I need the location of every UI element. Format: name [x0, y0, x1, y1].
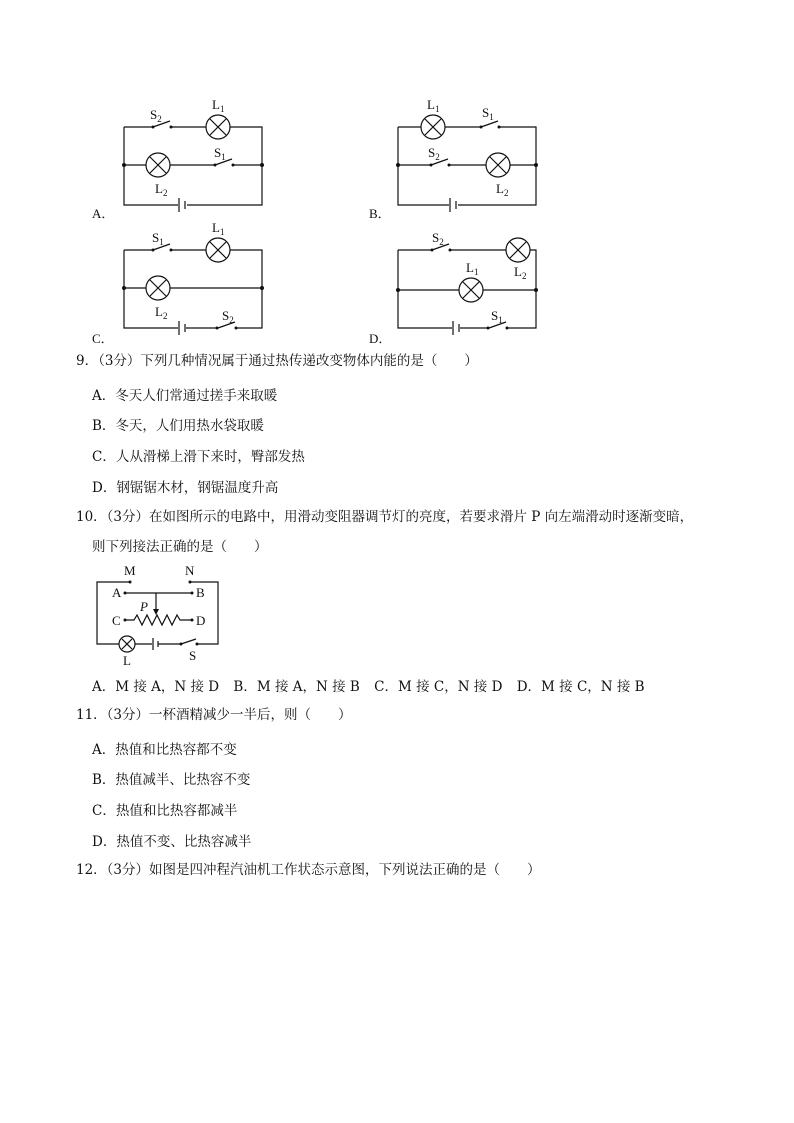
question-11-option-d: D．热值不变、比热容减半 [92, 834, 252, 850]
label-l2: $L_2$ [155, 181, 168, 198]
label-l2: $L_2$ [514, 264, 527, 281]
circuit-diagram-a [110, 95, 280, 224]
question-9-option-b: B．冬天，人们用热水袋取暖 [92, 418, 264, 434]
question-10-options [92, 675, 655, 695]
question-12-stem: 12．（3分）如图是四冲程汽油机工作状态示意图，下列说法正确的是（ ） [76, 862, 541, 878]
rheostat-circuit-svg [92, 563, 232, 668]
circuit-diagram-c [110, 218, 280, 347]
resistor-icon [125, 615, 192, 625]
label-l1: $L_1$ [427, 97, 440, 114]
label-s2: $S_2$ [222, 308, 234, 325]
question-11-option-c: C．热值和比热容都减半 [92, 803, 238, 819]
terminal-n-label: N [185, 563, 195, 578]
label-l1: $L_1$ [212, 97, 225, 114]
option-letter-a: A． [92, 206, 115, 221]
question-10-option-d: D．M 接 C，N 接 B [516, 679, 645, 695]
circuit-c-svg [110, 218, 280, 343]
slider-p-label: P [140, 599, 148, 614]
label-s2: $S_2$ [150, 107, 162, 124]
question-10-option-b: B．M 接 A，N 接 B [233, 679, 360, 695]
circuit-d-svg [386, 218, 556, 343]
question-9-stem: 9．（3分）下列几种情况属于通过热传递改变物体内能的是（ ） [76, 353, 478, 369]
question-9-option-c: C．人从滑梯上滑下来时，臀部发热 [92, 449, 305, 465]
question-11-stem: 11．（3分）一杯酒精减少一半后，则（ ） [76, 707, 352, 723]
lamp-l-label: L [123, 653, 131, 668]
label-l1: $L_1$ [466, 260, 479, 277]
question-10-option-c: C．M 接 C，N 接 D [374, 679, 503, 695]
circuit-a-svg [110, 95, 280, 220]
terminal-a-label: A [112, 585, 122, 600]
circuit-b-svg [386, 95, 556, 220]
question-11-option-b: B．热值减半、比热容不变 [92, 772, 251, 788]
rheostat-circuit-diagram [92, 563, 232, 672]
label-s1: $S_1$ [491, 308, 503, 325]
terminal-m-label: M [124, 563, 136, 578]
label-s1: $S_1$ [482, 105, 494, 122]
option-letter-d: D． [369, 331, 392, 346]
question-10-option-a: A．M 接 A，N 接 D [92, 679, 220, 695]
switch-s-label: S [189, 648, 197, 663]
label-l1: $L_1$ [212, 220, 225, 237]
terminal-b-label: B [196, 585, 205, 600]
option-letter-c: C． [92, 331, 114, 346]
label-s2: $S_2$ [428, 145, 440, 162]
label-s1: $S_1$ [214, 145, 226, 162]
question-11-option-a: A．热值和比热容都不变 [92, 742, 237, 758]
circuit-diagram-b [386, 95, 556, 224]
circuit-diagram-d [386, 218, 556, 347]
question-10-stem-line2: 则下列接法正确的是（ ） [92, 539, 268, 555]
terminal-c-label: C [112, 613, 121, 628]
label-s1: $S_1$ [152, 230, 164, 247]
question-10-stem-line1: 10．（3分）在如图所示的电路中，用滑动变阻器调节灯的亮度，若要求滑片 P 向左端滑动时逐渐变暗， [76, 509, 694, 525]
option-letter-b: B． [369, 206, 391, 221]
label-s2: $S_2$ [432, 230, 444, 247]
label-l2: $L_2$ [155, 304, 168, 321]
question-9-option-d: D．钢锯锯木材，钢锯温度升高 [92, 480, 279, 496]
question-9-option-a: A．冬天人们常通过搓手来取暖 [92, 388, 278, 404]
label-l2: $L_2$ [496, 181, 509, 198]
terminal-d-label: D [196, 613, 206, 628]
